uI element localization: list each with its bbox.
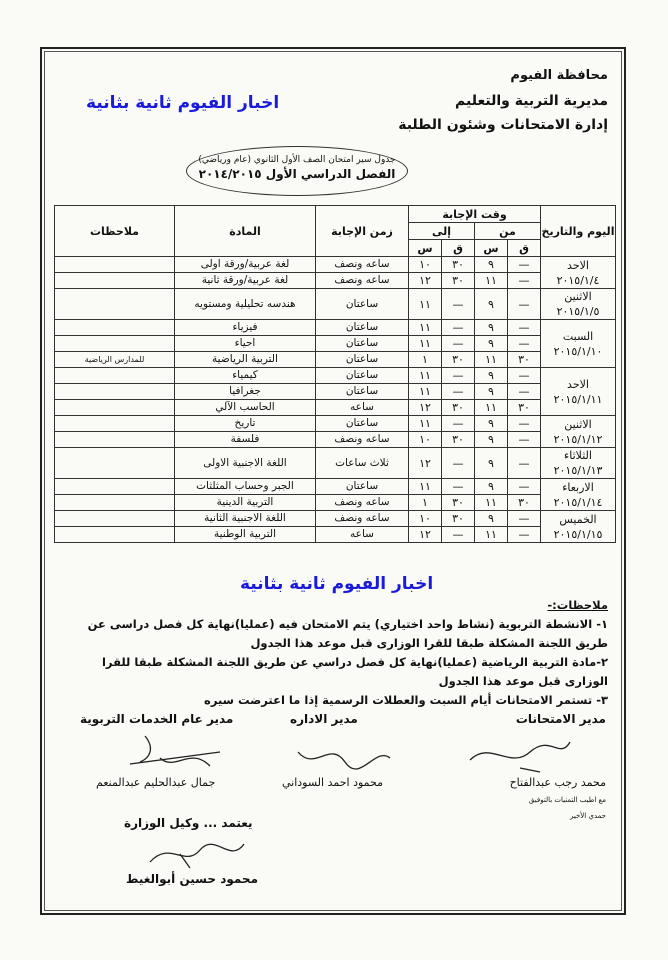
sig-admin-title: مدير الاداره — [290, 712, 358, 726]
from-q-cell: ٣٠ — [508, 400, 541, 416]
to-s-cell: ١١ — [409, 336, 442, 352]
from-s-cell: ٩ — [475, 368, 508, 384]
title-line1: جدول سير امتحان الصف الأول الثانوي (عام ورياضي) — [198, 155, 396, 165]
sig-services-title: مدير عام الخدمات التربوية — [80, 712, 234, 726]
to-s-cell: ١٢ — [409, 273, 442, 289]
duration-cell: ساعه ونصف — [316, 257, 409, 273]
day-cell — [541, 416, 616, 448]
note-cell — [55, 273, 175, 289]
to-q-cell: — — [442, 448, 475, 479]
duration-cell: ساعتان — [316, 289, 409, 320]
sig-exams-title: مدير الامتحانات — [515, 712, 606, 726]
subject-cell: اللغة الاجنبية الاولى — [175, 448, 316, 479]
note-cell — [55, 527, 175, 543]
table-row — [55, 448, 616, 479]
subject-cell: لغة عربية/ورقة اولى — [175, 257, 316, 273]
day-name: الثلاثاء — [564, 449, 592, 462]
note-3: ٣- تستمر الامتحانات أيام السبت والعطلات الرسمية إذا ما اعترضت سيره — [204, 693, 608, 707]
title-ellipse — [186, 146, 408, 196]
duration-cell: ساعه ونصف — [316, 511, 409, 527]
title-line2: الفصل الدراسي الأول ٢٠١٤/٢٠١٥ — [198, 167, 396, 181]
subject-cell: التربية الوطنية — [175, 527, 316, 543]
col-to-q: ق — [442, 240, 475, 257]
to-q-cell: — — [442, 289, 475, 320]
from-s-cell: ٩ — [475, 289, 508, 320]
duration-cell: ثلاث ساعات — [316, 448, 409, 479]
day-name: الخميس — [559, 512, 597, 526]
from-s-cell: ١١ — [475, 495, 508, 511]
day-cell — [541, 257, 616, 289]
from-q-cell: — — [508, 368, 541, 384]
from-q-cell: — — [508, 432, 541, 448]
to-s-cell: ١١ — [409, 416, 442, 432]
to-s-cell: ١٠ — [409, 432, 442, 448]
note-cell — [55, 257, 175, 273]
subject-cell: لغة عربية/ورقة ثانية — [175, 273, 316, 289]
table-row — [55, 273, 616, 289]
col-duration: زمن الإجابة — [316, 206, 409, 257]
duration-cell: ساعتان — [316, 384, 409, 400]
subject-cell: اللغة الاجنبية الثانية — [175, 511, 316, 527]
day-cell — [541, 511, 616, 543]
from-s-cell: ٩ — [475, 432, 508, 448]
subject-cell: هندسه تحليلية ومستويه — [175, 289, 316, 320]
note-cell — [55, 416, 175, 432]
sig-small-note-2: حمدي الأخير — [570, 812, 606, 820]
to-q-cell: ٣٠ — [442, 257, 475, 273]
sig-small-note-1: مع اطيب التمنيات بالتوفيق — [528, 796, 606, 804]
to-s-cell: ١ — [409, 352, 442, 368]
day-date: ٢٠١٥/١/٤ — [556, 273, 600, 287]
subject-cell: جغرافيا — [175, 384, 316, 400]
to-q-cell: ٣٠ — [442, 511, 475, 527]
col-from-q: ق — [508, 240, 541, 257]
sig-exams-name: محمد رجب عبدالفتاح — [509, 776, 606, 789]
exam-table — [54, 205, 616, 543]
duration-cell: ساعتان — [316, 352, 409, 368]
header-department: إدارة الامتحانات وشئون الطلبة — [398, 117, 608, 133]
to-q-cell: ٣٠ — [442, 432, 475, 448]
from-s-cell: ٩ — [475, 384, 508, 400]
notes-block — [68, 596, 608, 710]
note-cell — [55, 289, 175, 320]
subject-cell: فلسفة — [175, 432, 316, 448]
signature-exams-icon — [460, 730, 580, 780]
note-2: ٢-مادة التربية الرياضية (عمليا)نهاية كل فصل دراسي عن طريق اللجنة المشكلة طبقا للقرا الوزارى قبل موعد هذا الجدول — [101, 655, 608, 688]
from-q-cell: ٣٠ — [508, 495, 541, 511]
to-s-cell: ١١ — [409, 320, 442, 336]
table-row — [55, 336, 616, 352]
to-s-cell: ١١ — [409, 289, 442, 320]
to-q-cell: — — [442, 479, 475, 495]
day-name: الاحد — [567, 377, 589, 391]
from-q-cell: — — [508, 416, 541, 432]
table-row — [55, 527, 616, 543]
signature-services-icon — [120, 728, 230, 778]
signature-approver-icon — [140, 834, 250, 874]
col-day: اليوم والتاريخ — [541, 206, 616, 257]
sig-admin-name: محمود احمد السوداني — [282, 776, 384, 789]
table-row — [55, 257, 616, 273]
note-1: ١- الانشطة التربوية (نشاط واحد اختياري) يتم الامتحان فيه (عمليا)نهاية كل فصل دراسى عن طريق اللجنة المشكلة طبقا للقرا الوزارى قبل موعد هذا الجدول — [87, 617, 608, 650]
to-s-cell: ١٢ — [409, 400, 442, 416]
from-s-cell: ٩ — [475, 336, 508, 352]
to-s-cell: ١٠ — [409, 511, 442, 527]
col-to-s: س — [409, 240, 442, 257]
table-row — [55, 320, 616, 336]
from-s-cell: ٩ — [475, 511, 508, 527]
from-s-cell: ١١ — [475, 527, 508, 543]
from-s-cell: ٩ — [475, 448, 508, 479]
subject-cell: احياء — [175, 336, 316, 352]
watermark-top: اخبار الفيوم ثانية بثانية — [86, 93, 280, 113]
day-date: ٢٠١٥/١/١٥ — [553, 527, 603, 541]
exam-table-body — [55, 257, 616, 543]
subject-cell: الجبر وحساب المثلثات — [175, 479, 316, 495]
to-s-cell: ١ — [409, 495, 442, 511]
duration-cell: ساعتان — [316, 368, 409, 384]
day-name: الاثنين — [564, 290, 592, 303]
day-cell — [541, 479, 616, 511]
subject-cell: تاريخ — [175, 416, 316, 432]
to-s-cell: ١١ — [409, 479, 442, 495]
to-q-cell: ٣٠ — [442, 352, 475, 368]
to-q-cell: ٣٠ — [442, 400, 475, 416]
duration-cell: ساعتان — [316, 479, 409, 495]
table-row — [55, 289, 616, 320]
from-q-cell: — — [508, 336, 541, 352]
from-q-cell: — — [508, 511, 541, 527]
table-row — [55, 432, 616, 448]
duration-cell: ساعتان — [316, 320, 409, 336]
col-subject: المادة — [175, 206, 316, 257]
note-cell — [55, 495, 175, 511]
watermark-middle: اخبار الفيوم ثانية بثانية — [240, 574, 434, 594]
note-cell — [55, 384, 175, 400]
table-row — [55, 368, 616, 384]
note-cell — [55, 479, 175, 495]
table-row — [55, 416, 616, 432]
duration-cell: ساعتان — [316, 336, 409, 352]
from-s-cell: ٩ — [475, 320, 508, 336]
to-q-cell: — — [442, 368, 475, 384]
from-s-cell: ١١ — [475, 352, 508, 368]
note-cell — [55, 511, 175, 527]
from-s-cell: ١١ — [475, 400, 508, 416]
approver-name: محمود حسين أبوالغيط — [126, 872, 258, 886]
to-q-cell: — — [442, 384, 475, 400]
from-s-cell: ٩ — [475, 416, 508, 432]
day-cell — [541, 448, 616, 479]
header-governorate: محافظة الفيوم — [510, 68, 608, 83]
note-cell — [55, 432, 175, 448]
table-row — [55, 352, 616, 368]
sig-services-name: جمال عبدالحليم عبدالمنعم — [96, 776, 216, 789]
note-cell — [55, 320, 175, 336]
table-row — [55, 400, 616, 416]
from-q-cell: — — [508, 320, 541, 336]
subject-cell: التربية الرياضية — [175, 352, 316, 368]
to-s-cell: ١٢ — [409, 448, 442, 479]
to-q-cell: — — [442, 320, 475, 336]
from-q-cell: — — [508, 384, 541, 400]
col-notes: ملاحظات — [55, 206, 175, 257]
col-from: من — [475, 223, 541, 240]
notes-heading: ملاحظات:- — [547, 598, 608, 612]
from-s-cell: ١١ — [475, 273, 508, 289]
from-q-cell: ٣٠ — [508, 352, 541, 368]
from-q-cell: — — [508, 448, 541, 479]
table-row — [55, 495, 616, 511]
col-answer-time: وقت الإجابة — [409, 206, 541, 223]
day-name: الاثنين — [564, 417, 592, 431]
day-date: ٢٠١٥/١/١٤ — [553, 495, 603, 509]
to-s-cell: ١٠ — [409, 257, 442, 273]
day-name: الاربعاء — [562, 480, 594, 494]
day-date: ٢٠١٥/١/٥ — [556, 305, 600, 318]
from-q-cell: — — [508, 257, 541, 273]
table-row — [55, 511, 616, 527]
duration-cell: ساعه — [316, 527, 409, 543]
from-q-cell: — — [508, 479, 541, 495]
note-cell — [55, 400, 175, 416]
from-q-cell: — — [508, 273, 541, 289]
day-date: ٢٠١٥/١/١٠ — [553, 344, 603, 358]
subject-cell: كيمياء — [175, 368, 316, 384]
duration-cell: ساعه ونصف — [316, 273, 409, 289]
duration-cell: ساعتان — [316, 416, 409, 432]
subject-cell: التربية الدينية — [175, 495, 316, 511]
to-q-cell: — — [442, 527, 475, 543]
signature-admin-icon — [290, 732, 400, 782]
subject-cell: فيزياء — [175, 320, 316, 336]
to-q-cell: — — [442, 336, 475, 352]
duration-cell: ساعه — [316, 400, 409, 416]
day-date: ٢٠١٥/١/١٣ — [553, 464, 603, 477]
duration-cell: ساعه ونصف — [316, 432, 409, 448]
subject-cell: الحاسب الآلي — [175, 400, 316, 416]
to-s-cell: ١١ — [409, 384, 442, 400]
to-q-cell: ٣٠ — [442, 495, 475, 511]
note-cell — [55, 448, 175, 479]
day-date: ٢٠١٥/١/١٢ — [553, 432, 603, 446]
day-cell — [541, 289, 616, 320]
to-s-cell: ١١ — [409, 368, 442, 384]
to-q-cell: ٣٠ — [442, 273, 475, 289]
duration-cell: ساعه ونصف — [316, 495, 409, 511]
day-cell — [541, 320, 616, 368]
col-from-s: س — [475, 240, 508, 257]
day-name: السبت — [562, 329, 594, 343]
from-s-cell: ٩ — [475, 479, 508, 495]
day-name: الاحد — [567, 258, 589, 272]
approve-title: يعتمد ... وكيل الوزارة — [124, 816, 253, 830]
day-date: ٢٠١٥/١/١١ — [553, 392, 603, 406]
col-to: إلى — [409, 223, 475, 240]
note-cell — [55, 368, 175, 384]
header-directorate: مديرية التربية والتعليم — [455, 93, 608, 109]
table-row — [55, 479, 616, 495]
table-row — [55, 384, 616, 400]
to-s-cell: ١٢ — [409, 527, 442, 543]
note-cell: للمدارس الرياضية — [55, 352, 175, 368]
from-q-cell: — — [508, 289, 541, 320]
note-cell — [55, 336, 175, 352]
from-s-cell: ٩ — [475, 257, 508, 273]
to-q-cell: — — [442, 416, 475, 432]
from-q-cell: — — [508, 527, 541, 543]
day-cell — [541, 368, 616, 416]
